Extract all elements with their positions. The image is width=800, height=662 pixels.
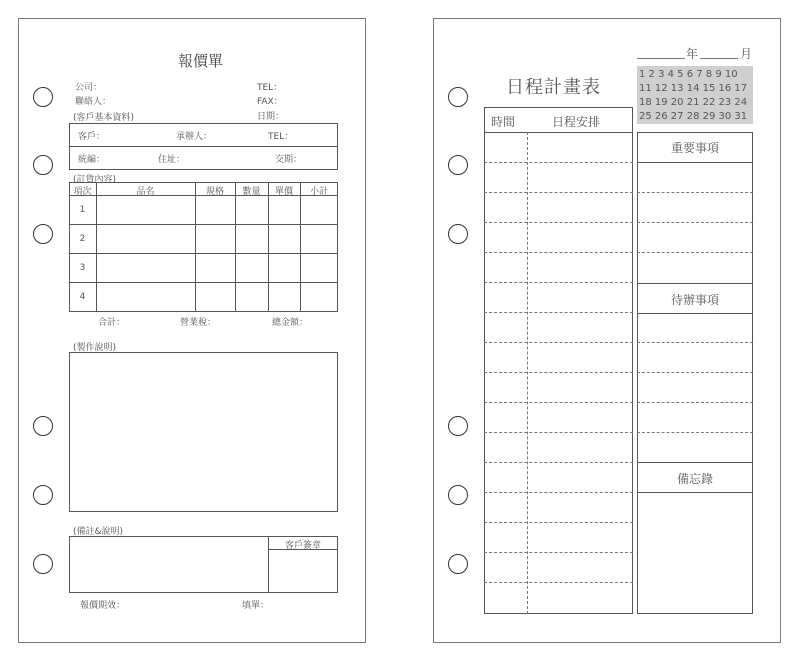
binder-hole [33,554,53,574]
col-product: 品名 [136,187,155,197]
quote-title: 報價單 [178,52,224,70]
client-info-label: (客戶基本資料) [73,113,135,123]
binder-hole [33,224,53,244]
binder-hole [448,155,468,175]
plan-header: 日程安排 [552,115,601,129]
production-label: (製作說明) [73,343,117,353]
client-label: 客戶： [78,132,106,142]
contact-label: 聯絡人： [75,97,112,107]
col-subtotal: 小計 [309,187,328,197]
validity-label: 報價期效： [80,601,126,611]
production-box [69,352,338,512]
time-header: 時間 [491,115,516,129]
company-label: 公司： [75,83,103,93]
binder-hole [448,554,468,574]
remarks-label: (備註&說明) [73,527,124,537]
tax-id-label: 統編： [78,155,106,165]
delivery-label: 交期： [275,155,303,165]
stamp-label: 客戶簽章 [284,541,321,551]
col-price: 單價 [274,187,293,197]
row-number: 3 [79,263,86,273]
grand-total-label: 總金額： [272,318,309,328]
year-label: 年 [686,47,699,61]
col-qty: 數量 [242,187,261,197]
notes-column [637,132,753,614]
total-label: 合計： [98,318,126,328]
schedule-table [484,107,633,614]
order-table [69,182,338,312]
binder-hole [448,224,468,244]
address-label: 住址： [158,155,186,165]
row-number: 2 [79,234,86,244]
binder-hole [33,485,53,505]
row-number: 4 [79,292,86,302]
mini-calendar [637,66,753,124]
fax-label: FAX： [257,97,283,107]
binder-hole [448,485,468,505]
tel-label: TEL： [257,83,283,93]
calendar-row: 25 26 27 28 29 30 31 [639,111,748,122]
filler-label: 填單： [242,601,270,611]
binder-hole [33,416,53,436]
date-label: 日期： [257,112,285,122]
binder-hole [448,416,468,436]
tax-label: 營業稅： [180,318,217,328]
handler-label: 承辦人： [176,132,213,142]
schedule-title: 日程計畫表 [506,77,601,98]
col-spec: 規格 [205,187,224,197]
row-number: 1 [79,205,86,215]
order-label: (訂貨內容) [73,175,117,185]
todo-label: 待辦事項 [670,293,719,307]
client-tel-label: TEL： [268,132,294,142]
binder-hole [33,87,53,107]
binder-hole [448,87,468,107]
calendar-row: 18 19 20 21 22 23 24 [639,97,748,108]
binder-hole [33,155,53,175]
important-label: 重要事項 [670,141,719,155]
col-item-no: 項次 [73,187,92,197]
memo-label: 備忘錄 [676,472,713,486]
calendar-row: 1 2 3 4 5 6 7 8 9 10 [639,69,738,80]
calendar-row: 11 12 13 14 15 16 17 [639,83,748,94]
month-label: 月 [740,47,753,61]
